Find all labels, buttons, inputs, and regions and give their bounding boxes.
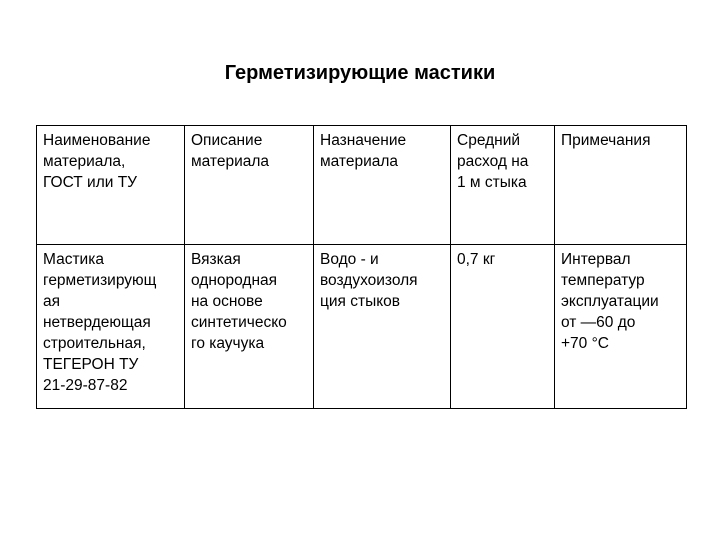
header-cell-notes: Примечания [555,126,687,245]
header-cell-description: Описание материала [185,126,314,245]
cell-material-purpose: Водо - и воздухоизоля ция стыков [314,245,451,409]
cell-average-consumption: 0,7 кг [451,245,555,409]
cell-material-name: Мастика герметизирующ ая нетвердеющая строительная, ТЕГЕРОН ТУ 21-29-87-82 [37,245,185,409]
cell-notes: Интервал температур эксплуатации от —60 до +70 °С [555,245,687,409]
header-cell-name: Наименование материала, ГОСТ или ТУ [37,126,185,245]
cell-material-description: Вязкая однородная на основе синтетическо го каучука [185,245,314,409]
page-title: Герметизирующие мастики [224,62,496,84]
table-row [37,245,687,409]
mastics-table [36,125,687,409]
table-header-row [37,126,687,245]
header-cell-consumption: Средний расход на 1 м стыка [451,126,555,245]
header-cell-purpose: Назначение материала [314,126,451,245]
